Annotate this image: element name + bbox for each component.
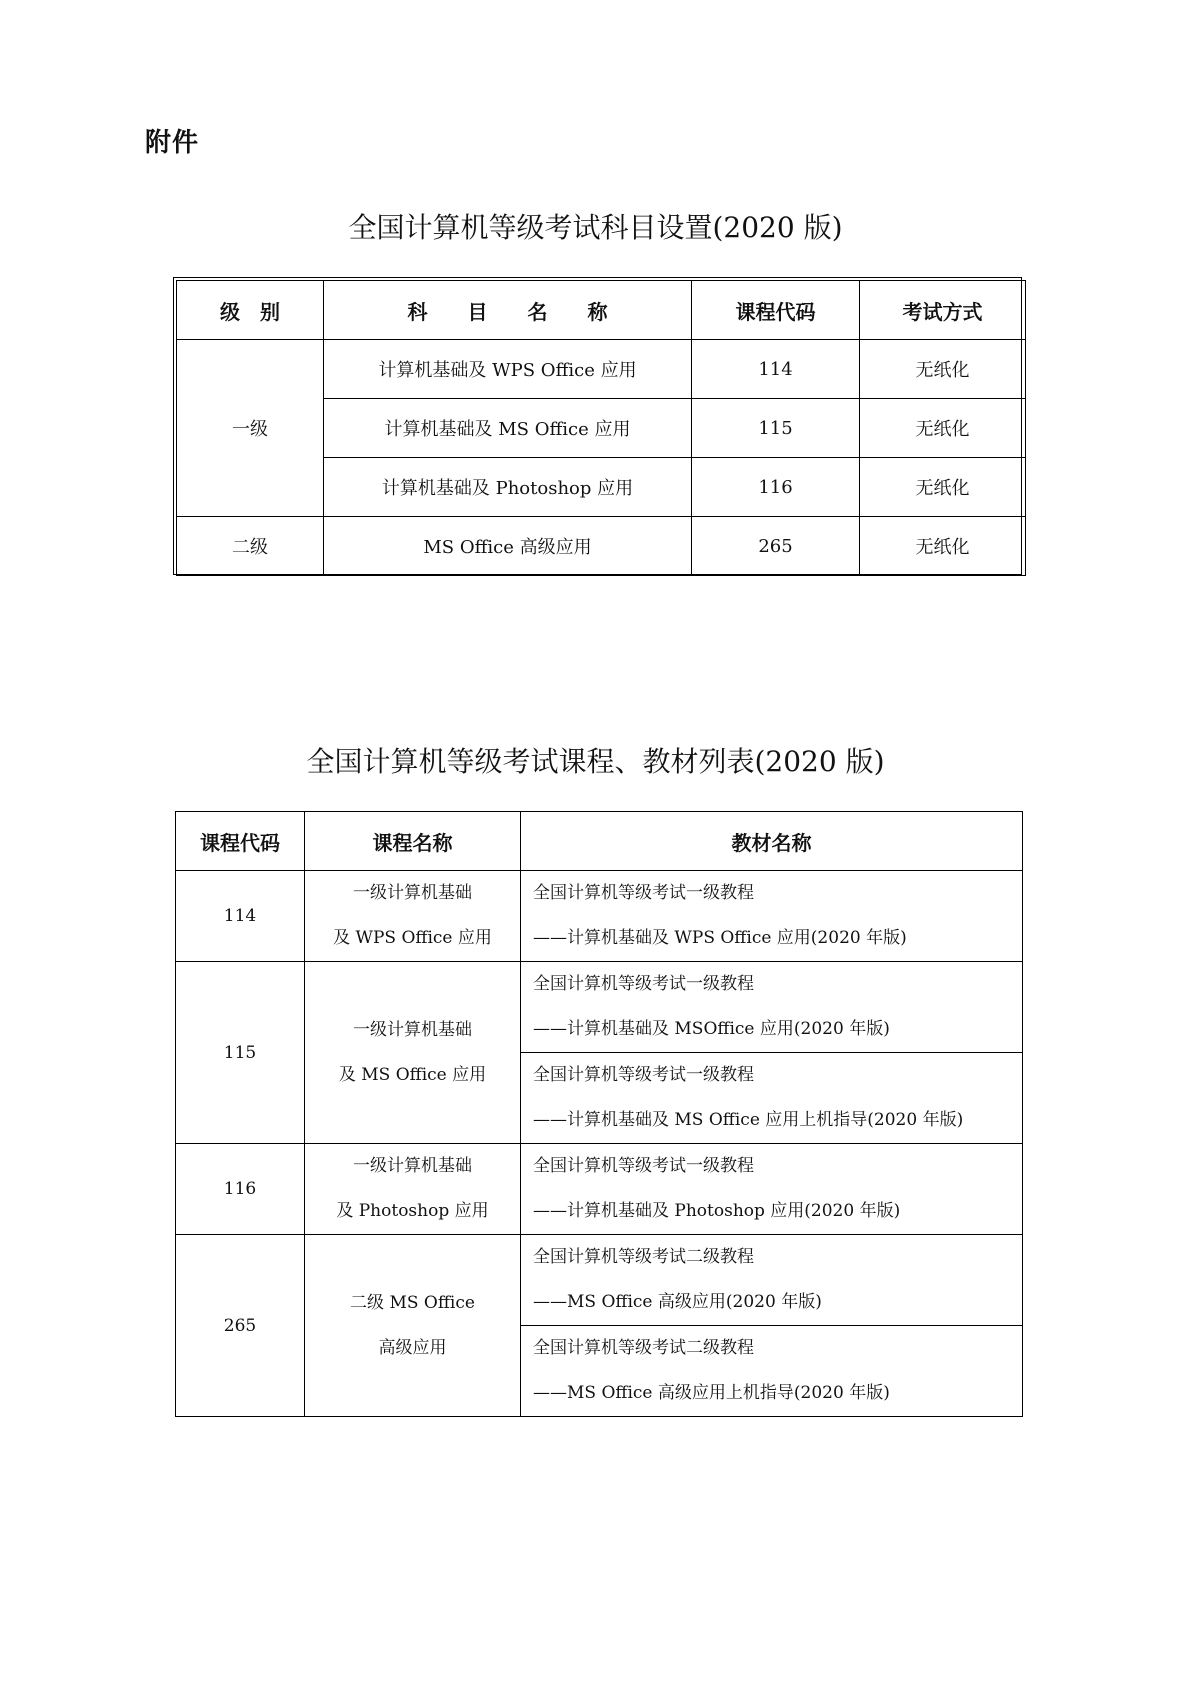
table2-title: 全国计算机等级考试课程、教材列表(2020 版) [306,745,885,778]
header-method: 考试方式 [860,281,1026,340]
textbook-line: ——计算机基础及 MSOffice 应用(2020 年版) [533,1019,890,1039]
textbook-line: 全国计算机等级考试二级教程 [533,1247,754,1267]
code-cell: 114 [692,340,860,399]
textbook-line: 全国计算机等级考试二级教程 [533,1338,754,1358]
course-name-line: 一级计算机基础 [353,1156,472,1176]
textbook-line: ——计算机基础及 WPS Office 应用(2020 年版) [533,928,907,948]
subject-cell: 计算机基础及 MS Office 应用 [324,399,692,458]
method-cell: 无纸化 [860,399,1026,458]
subject-cell: 计算机基础及 WPS Office 应用 [324,340,692,399]
header-code: 课程代码 [692,281,860,340]
course-code-cell: 265 [176,1235,305,1417]
code-cell: 115 [692,399,860,458]
code-cell: 116 [692,458,860,517]
header-level: 级 别 [177,281,324,340]
course-name-line: 一级计算机基础 [353,883,472,903]
level-cell: 一级 [177,340,324,517]
textbook-cell [521,871,1023,962]
subject-table-frame [173,277,1022,575]
course-code-cell: 114 [176,871,305,962]
textbook-line: 全国计算机等级考试一级教程 [533,883,754,903]
course-name-line: 二级 MS Office [350,1292,475,1313]
course-name-line: 一级计算机基础 [353,1019,472,1040]
attachment-label: 附件 [145,128,200,158]
code-cell: 265 [692,517,860,576]
table-row [177,517,1026,576]
header-subject: 科 目 名 称 [324,281,692,340]
method-cell: 无纸化 [860,458,1026,517]
textbook-cell [521,1235,1023,1326]
table-row [176,962,1023,1053]
course-code-cell: 116 [176,1144,305,1235]
course-name-cell [305,871,521,962]
textbook-line: 全国计算机等级考试一级教程 [533,974,754,994]
table-row [176,1144,1023,1235]
subject-cell: 计算机基础及 Photoshop 应用 [324,458,692,517]
course-name-cell [305,1235,521,1417]
course-name-line: 高级应用 [378,1337,447,1358]
course-name-line: 及 MS Office 应用 [338,1064,487,1085]
table-row [176,1235,1023,1326]
textbook-line: 全国计算机等级考试一级教程 [533,1156,754,1176]
course-code-cell: 115 [176,962,305,1144]
textbook-line: ——MS Office 高级应用(2020 年版) [533,1292,822,1312]
table-header-row [176,812,1023,871]
level-cell: 二级 [177,517,324,576]
table-row [177,340,1026,399]
course-name-cell [305,962,521,1144]
method-cell: 无纸化 [860,517,1026,576]
table1-title: 全国计算机等级考试科目设置(2020 版) [348,211,843,244]
subject-cell: MS Office 高级应用 [324,517,692,576]
textbook-line: 全国计算机等级考试一级教程 [533,1065,754,1085]
table-row [176,871,1023,962]
textbook-cell [521,1144,1023,1235]
textbook-cell [521,962,1023,1053]
table-header-row [177,281,1026,340]
course-name-line: 及 Photoshop 应用 [336,1201,489,1221]
textbook-line: ——计算机基础及 MS Office 应用上机指导(2020 年版) [533,1110,964,1130]
textbook-line: ——MS Office 高级应用上机指导(2020 年版) [533,1383,890,1403]
header-course-code: 课程代码 [176,812,305,871]
course-table [175,811,1023,1417]
course-name-cell [305,1144,521,1235]
textbook-cell [521,1326,1023,1417]
textbook-line: ——计算机基础及 Photoshop 应用(2020 年版) [533,1201,901,1221]
header-textbook-name: 教材名称 [521,812,1023,871]
header-course-name: 课程名称 [305,812,521,871]
textbook-cell [521,1053,1023,1144]
method-cell: 无纸化 [860,340,1026,399]
subject-table [176,280,1026,576]
course-name-line: 及 WPS Office 应用 [333,928,492,948]
